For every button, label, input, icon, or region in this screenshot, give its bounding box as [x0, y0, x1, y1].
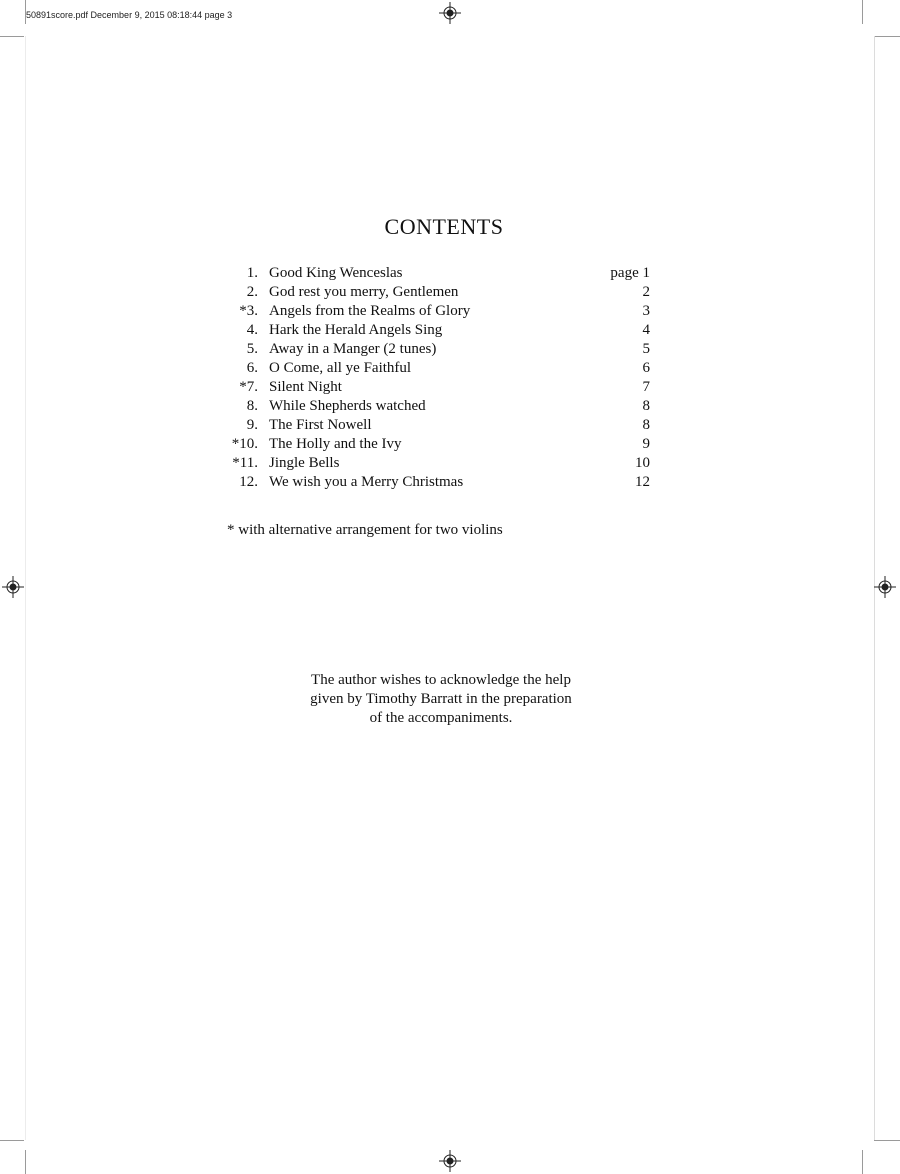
entry-title: The Holly and the Ivy — [269, 436, 402, 452]
entry-page: 2 — [642, 284, 650, 300]
entry-page: 9 — [642, 436, 650, 452]
entry-title: Good King Wenceslas — [269, 265, 403, 281]
entry-number: 5. — [246, 341, 258, 357]
entry-page: 12 — [635, 474, 650, 490]
contents-entry — [224, 454, 650, 473]
entry-title: Silent Night — [269, 379, 342, 395]
entry-number: *10. — [231, 436, 258, 452]
page-edge — [25, 36, 26, 1140]
trim-mark — [862, 0, 863, 24]
entry-page: 8 — [642, 398, 650, 414]
contents-list — [224, 264, 650, 492]
entry-title: Away in a Manger (2 tunes) — [269, 341, 437, 357]
entry-title: Jingle Bells — [269, 455, 340, 471]
entry-title: We wish you a Merry Christmas — [269, 474, 464, 490]
trim-mark — [0, 36, 24, 37]
entry-page: 6 — [642, 360, 650, 376]
entry-title: Hark the Herald Angels Sing — [269, 322, 443, 338]
contents-entry — [224, 378, 650, 397]
entry-title: While Shepherds watched — [269, 398, 426, 414]
contents-entry — [224, 264, 650, 283]
entry-page: 4 — [642, 322, 650, 338]
entry-title: God rest you merry, Gentlemen — [269, 284, 459, 300]
trim-mark — [874, 36, 900, 37]
entry-number: 6. — [246, 360, 258, 376]
contents-entry — [224, 359, 650, 378]
contents-entry — [224, 473, 650, 492]
entry-title: The First Nowell — [269, 417, 372, 433]
contents-entry — [224, 397, 650, 416]
entry-number: 9. — [246, 417, 258, 433]
entry-page: page 1 — [610, 265, 650, 281]
footnote: * with alternative arrangement for two violins — [227, 522, 503, 538]
entry-number: 8. — [246, 398, 258, 414]
registration-target-icon — [874, 576, 896, 598]
acknowledgement-line: of the accompaniments. — [369, 710, 513, 726]
trim-mark — [0, 1140, 24, 1141]
contents-entry — [224, 416, 650, 435]
trim-mark — [25, 1150, 26, 1174]
page-title: CONTENTS — [384, 214, 504, 239]
entry-page: 10 — [635, 455, 650, 471]
entry-number: 1. — [246, 265, 258, 281]
trim-mark — [25, 0, 26, 24]
entry-number: 4. — [246, 322, 258, 338]
acknowledgement-line: given by Timothy Barratt in the preparation — [310, 691, 572, 707]
entry-number: 12. — [239, 474, 258, 490]
entry-number: 2. — [246, 284, 258, 300]
entry-number: *11. — [232, 455, 258, 471]
contents-entry — [224, 283, 650, 302]
contents-entry — [224, 302, 650, 321]
entry-page: 5 — [642, 341, 650, 357]
entry-page: 3 — [642, 303, 650, 319]
registration-target-icon — [439, 1150, 461, 1172]
contents-entry — [224, 321, 650, 340]
acknowledgement-line: The author wishes to acknowledge the help — [311, 672, 571, 688]
registration-target-icon — [2, 576, 24, 598]
registration-target-icon — [439, 2, 461, 24]
entry-title: O Come, all ye Faithful — [269, 360, 412, 376]
entry-number: *7. — [239, 379, 258, 395]
trim-mark — [862, 1150, 863, 1174]
entry-page: 7 — [642, 379, 650, 395]
trim-mark — [874, 1140, 900, 1141]
entry-title: Angels from the Realms of Glory — [269, 303, 471, 319]
contents-entry — [224, 435, 650, 454]
entry-page: 8 — [642, 417, 650, 433]
print-slug: 50891score.pdf December 9, 2015 08:18:44 page 3 — [26, 10, 233, 20]
contents-entry — [224, 340, 650, 359]
acknowledgement — [241, 671, 641, 728]
entry-number: *3. — [239, 303, 258, 319]
